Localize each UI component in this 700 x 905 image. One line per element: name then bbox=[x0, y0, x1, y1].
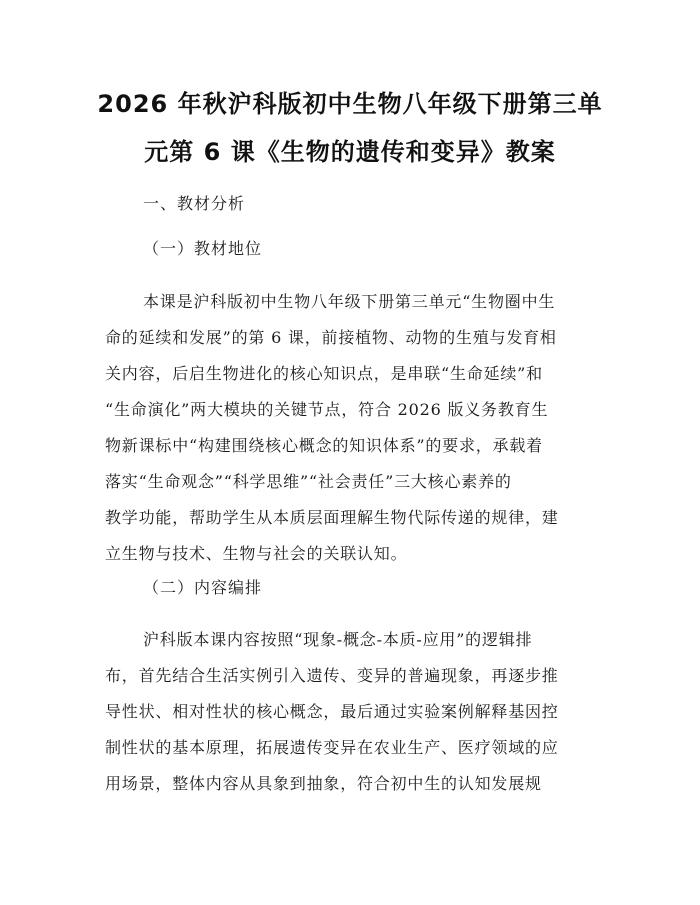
paragraph-line: 布，首先结合生活实例引入遗传、变异的普遍现象，再逐步推 bbox=[105, 666, 559, 685]
paragraph-line: 本课是沪科版初中生物八年级下册第三单元“生物圈中生 bbox=[143, 292, 556, 311]
paragraph-line: 制性状的基本原理，拓展遗传变异在农业生产、医疗领域的应 bbox=[105, 738, 559, 757]
subheading-position: （一）教材地位 bbox=[143, 239, 263, 258]
paragraph-line: 教学功能，帮助学生从本质层面理解生物代际传递的规律，建 bbox=[105, 508, 559, 527]
document-title-line-1: 2026 年秋沪科版初中生物八年级下册第三单 bbox=[97, 90, 603, 118]
section-heading-analysis: 一、教材分析 bbox=[143, 194, 246, 213]
subheading-arrangement: （二）内容编排 bbox=[143, 578, 263, 597]
paragraph-line: 命的延续和发展”的第 6 课，前接植物、动物的生殖与发育相 bbox=[105, 328, 557, 347]
paragraph-line: 物新课标中“构建围绕核心概念的知识体系”的要求，承载着 bbox=[105, 436, 543, 455]
paragraph-line: 导性状、相对性状的核心概念，最后通过实验案例解释基因控 bbox=[105, 702, 559, 721]
paragraph-line: 用场景，整体内容从具象到抽象，符合初中生的认知发展规 bbox=[105, 774, 542, 793]
paragraph-line: 落实“生命观念”“科学思维”“社会责任”三大核心素养的 bbox=[105, 472, 512, 491]
paragraph-line: “生命演化”两大模块的关键节点，符合 2026 版义务教育生 bbox=[105, 400, 549, 419]
paragraph-line: 关内容，后启生物进化的核心知识点，是串联“生命延续”和 bbox=[105, 364, 543, 383]
document-title-line-2: 元第 6 课《生物的遗传和变异》教案 bbox=[144, 138, 556, 166]
paragraph-line: 立生物与技术、生物与社会的关联认知。 bbox=[105, 544, 408, 563]
paragraph-line: 沪科版本课内容按照“现象-概念-本质-应用”的逻辑排 bbox=[143, 630, 533, 649]
